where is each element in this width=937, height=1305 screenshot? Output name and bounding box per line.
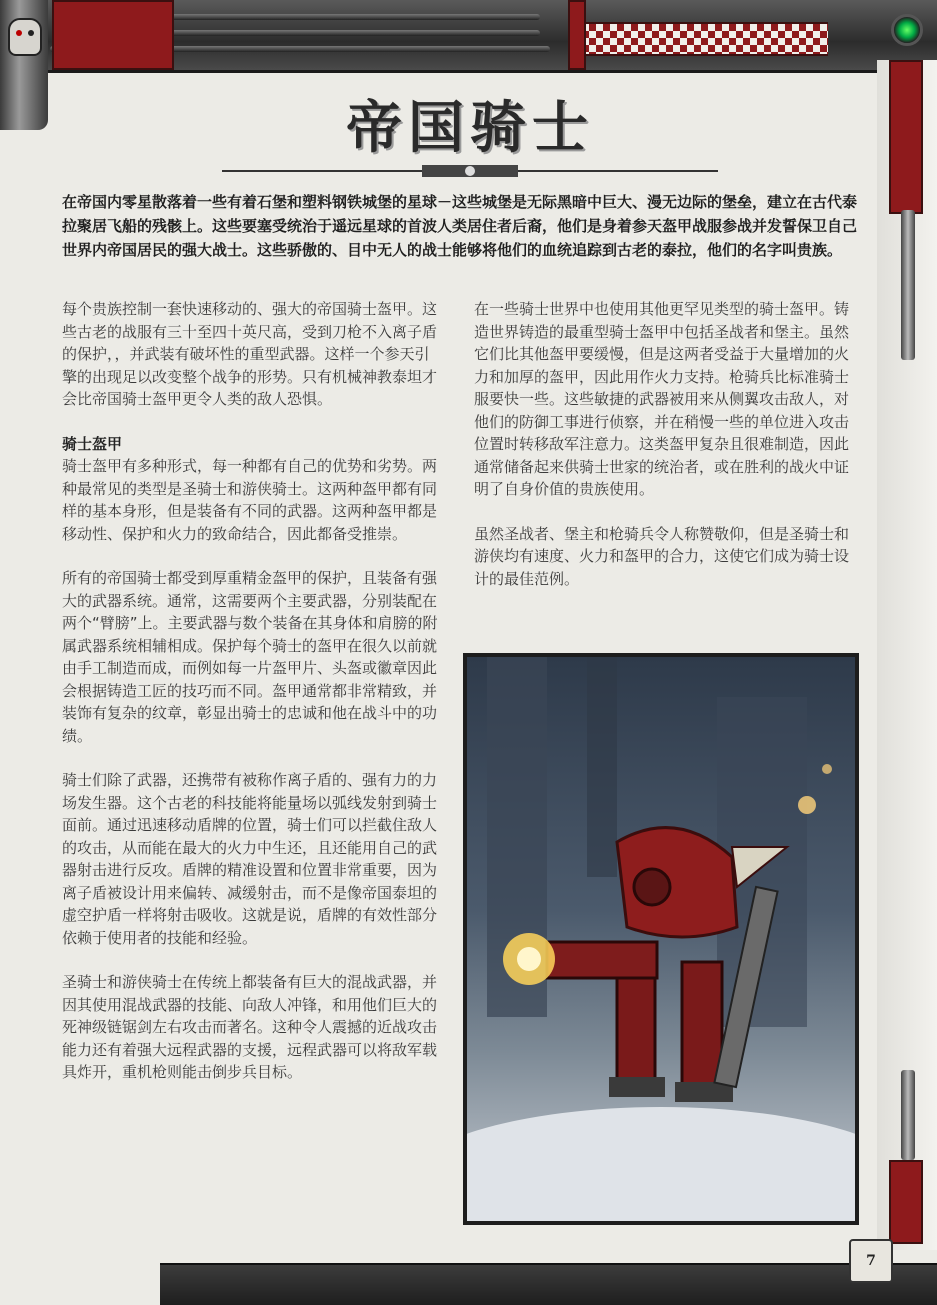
imperial-knight-illustration	[463, 653, 859, 1225]
bottom-border-machinery	[160, 1263, 937, 1305]
left-paragraph-1: 每个贵族控制一套快速移动的、强大的帝国骑士盔甲。这些古老的战服有三十至四十英尺高，受到刀枪不入离子盾的保护，，并武装有破坏性的重型武器。这样一个参天引擎的出现足以改变整个战争的形势。只有机械神教泰坦才会比帝国骑士盔甲更令人类的敌人恐惧。	[62, 300, 438, 408]
subheading-knight-armour: 骑士盔甲	[62, 434, 123, 453]
knight-artwork	[467, 657, 855, 1221]
left-column	[62, 298, 442, 1106]
red-banner-strip	[568, 0, 586, 70]
red-banner-left	[52, 0, 174, 70]
left-paragraph-3: 所有的帝国骑士都受到厚重精金盔甲的保护，且装备有强大的武器系统。通常，这需要两个主要武器，分别装配在两个“臂膀”上。主要武器与数个装备在其身体和肩膀的附属武器系统相辅相成。保护每个骑士的盔甲在很久以前就由手工制造而成，而例如每一片盔甲片、头盔或徽章因此会根据铸造工匠的技巧而不同。盔甲通常都非常精致，并装饰有复杂的纹章，彰显出骑士的忠诚和他在战斗中的功绩。	[62, 569, 438, 745]
right-red-banner-bottom	[889, 1160, 923, 1244]
right-red-banner	[889, 60, 923, 214]
right-column-text	[474, 298, 854, 612]
intro-paragraph: 在帝国内零星散落着一些有着石堡和塑料钢铁城堡的星球－这些城堡是无际黑暗中巨大、漫无边际的堡垒，建立在古代泰拉聚居飞船的残骸上。这些要塞受统治于遥远星球的首波人类居住者后裔，他们是身着参天盔甲战服参战并发誓保卫自己世界内帝国居民的强大战士。这些骄傲的、目中无人的战士能够将他们的血统追踪到古老的泰拉，他们的名字叫贵族。	[62, 193, 858, 259]
right-pipe-decoration	[901, 1070, 915, 1160]
left-paragraph-4: 骑士们除了武器，还携带有被称作离子盾的、强有力的力场发生器。这个古老的科技能将能量场以弧线发射到骑士面前。通过迅速移动盾牌的位置，骑士们可以拦截住敌人的攻击，从而能在最大的火力中生还，且还能用自己的武器射击进行反攻。盾牌的精准设置和位置非常重要，因为离子盾被设计用来偏转、减缓射击，而不是像帝国泰坦的虚空护盾一样将射击吸收。这就是说，盾牌的有效性部分依赖于使用者的技能和经验。	[62, 771, 438, 947]
right-pipe-decoration	[901, 210, 915, 360]
servo-eye-icon	[891, 14, 923, 46]
right-paragraph-1: 在一些骑士世界中也使用其他更罕见类型的骑士盔甲。铸造世界铸造的最重型骑士盔甲中包括圣战者和堡主。虽然它们比其他盔甲要缓慢，但是这两者受益于大量增加的火力和加厚的盔甲，因此用作火力支持。枪骑兵比标准骑士服要快一些。这些敏捷的武器被用来从侧翼攻击敌人，对他们的防御工事进行侦察，并在稍慢一些的单位进入攻击位置时转移敌军注意力。这类盔甲复杂且很难制造，因此通常储备起来供骑士世家的统治者，或在胜利的战火中证明了自身价值的贵族使用。	[474, 300, 850, 498]
right-paragraph-2: 虽然圣战者、堡主和枪骑兵令人称赞敬仰，但是圣骑士和游侠均有速度、火力和盔甲的合力，这使它们成为骑士设计的最佳范例。	[474, 524, 850, 588]
checkered-heraldry	[568, 22, 828, 56]
skull-icon	[8, 18, 42, 56]
left-paragraph-2: 骑士盔甲有多种形式，每一种都有自己的优势和劣势。两种最常见的类型是圣骑士和游侠骑士。这两种盔甲都有同样的基本身形，但是装备有不同的武器。这两种盔甲都是移动性、保护和火力的致命结合，因此都备受推崇。	[62, 457, 438, 543]
page-number: 7	[849, 1239, 893, 1283]
ornament-divider	[222, 164, 718, 178]
page-title: 帝国骑士	[346, 95, 594, 161]
left-paragraph-5: 圣骑士和游侠骑士在传统上都装备有巨大的混战武器，并因其使用混战武器的技能、向敌人冲锋，和用他们巨大的死神级链锯剑左右攻击而著名。这种令人震撼的近战攻击能力还有着强大远程武器的支援，远程武器可以将敌军载具炸开，重机枪则能击倒步兵目标。	[62, 973, 438, 1081]
